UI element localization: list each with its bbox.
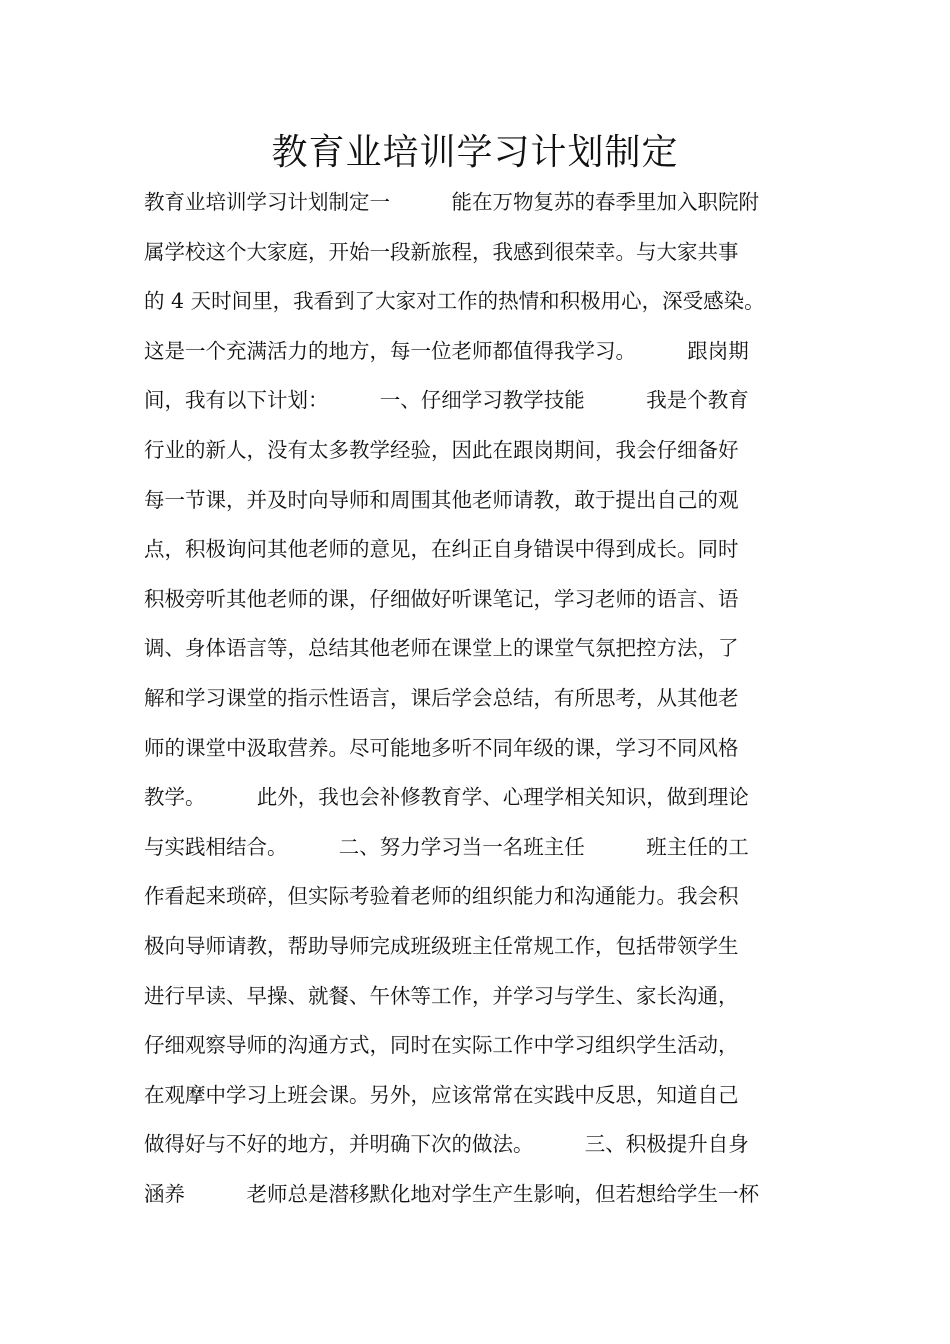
body-line: 行业的新人，没有太多教学经验，因此在跟岗期间，我会仔细备好 [144,437,739,462]
body-line: 极向导师请教，帮助导师完成班级班主任常规工作，包括带领学生 [144,933,739,958]
body-line: 点，积极询问其他老师的意见，在纠正自身错误中得到成长。同时 [144,537,739,562]
document-body [144,178,844,1219]
body-line: 进行早读、早操、就餐、午休等工作，并学习与学生、家长沟通， [144,983,739,1008]
body-line: 在观摩中学习上班会课。另外，应该常常在实践中反思，知道自己 [144,1082,739,1107]
body-line: 教育业培训学习计划制定一 能在万物复苏的春季里加入职院附 [144,190,759,214]
body-line: 调、身体语言等，总结其他老师在课堂上的课堂气氛把控方法，了 [144,636,739,661]
body-line: 仔细观察导师的沟通方式，同时在实际工作中学习组织学生活动， [144,1033,739,1058]
body-line: 积极旁听其他老师的课，仔细做好听课笔记，学习老师的语言、语 [144,586,739,611]
body-line: 这是一个充满活力的地方，每一位老师都值得我学习。 跟岗期 [144,338,749,363]
body-line: 与实践相结合。 二、努力学习当一名班主任 班主任的工 [144,834,749,859]
body-line: 每一节课，并及时向导师和周围其他老师请教，敢于提出自己的观 [144,487,739,512]
body-line: 教学。 此外，我也会补修教育学、心理学相关知识，做到理论 [144,785,749,810]
body-line: 涵养 老师总是潜移默化地对学生产生影响，但若想给学生一杯 [144,1181,759,1206]
body-line: 属学校这个大家庭，开始一段新旅程，我感到很荣幸。与大家共事 [144,239,739,264]
body-line: 师的课堂中汲取营养。尽可能地多听不同年级的课，学习不同风格 [144,735,739,760]
body-line: 解和学习课堂的指示性语言，课后学会总结，有所思考，从其他老 [144,685,739,710]
body-line: 作看起来琐碎，但实际考验着老师的组织能力和沟通能力。我会积 [144,884,739,909]
body-line: 做得好与不好的地方，并明确下次的做法。 三、积极提升自身 [144,1132,749,1157]
body-line: 的 4 天时间里，我看到了大家对工作的热情和积极用心，深受感染。 [144,289,765,314]
document-title: 教育业培训学习计划制定 [271,132,679,173]
body-line: 间，我有以下计划： 一、仔细学习教学技能 我是个教育 [144,388,749,413]
